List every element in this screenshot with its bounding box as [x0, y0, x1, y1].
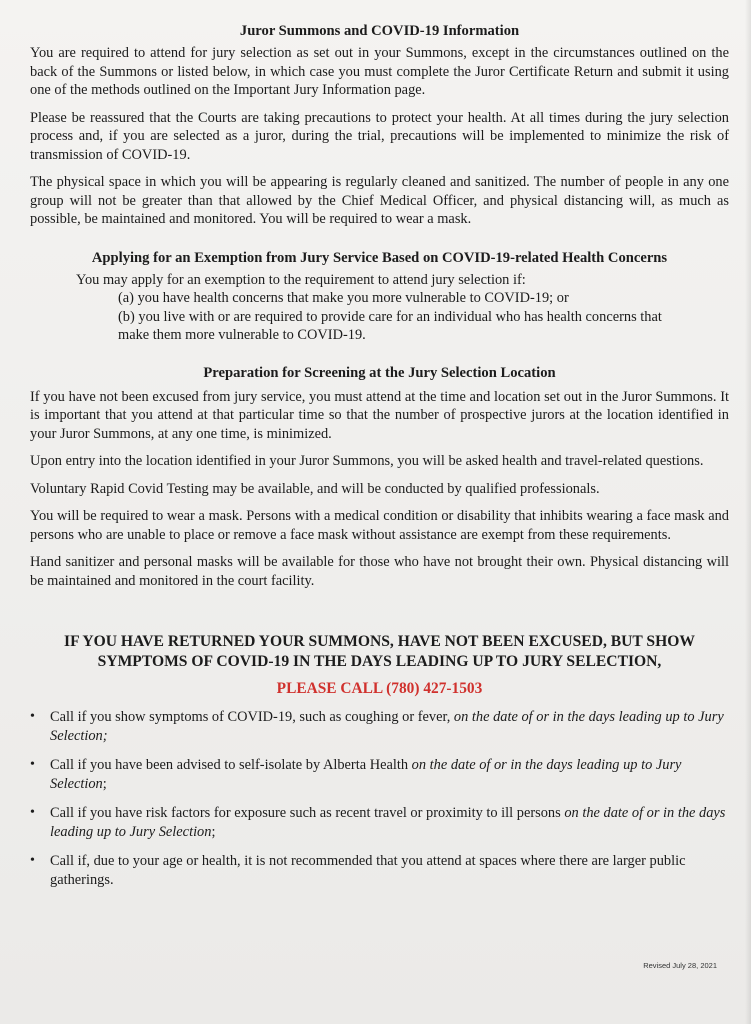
- bullet-text: Call if, due to your age or health, it is not recommended that you attend at spaces where there are larger public gatherings.: [50, 853, 686, 888]
- bullet-icon: •: [30, 853, 35, 868]
- bullet-text: Call if you have been advised to self-isolate by Alberta Health: [50, 757, 412, 773]
- bullet-italic-text: on the date of or in the days leading up to Jury Selection;: [50, 709, 724, 744]
- bullet-italic-text: on the date of or in the days leading up to Jury Selection: [50, 805, 726, 840]
- list-item: [30, 852, 729, 889]
- section-title-exemption: Applying for an Exemption from Jury Service Based on COVID-19-related Health Concerns: [91, 249, 668, 266]
- section-title-juror-summons: Juror Summons and COVID-19 Information: [239, 23, 520, 39]
- revision-date: Revised July 28, 2021: [643, 961, 717, 970]
- paragraph-health-questions: Upon entry into the location identified in your Juror Summons, you will be asked health and travel-related questions.: [30, 453, 704, 469]
- paragraph-attendance-requirement: You are required to attend for jury selection as set out in your Summons, except in the circumstances outlined on the back of the Summons or listed below, in which case you must complete the Juror Certificate Return and submit it using one of the methods outlined on the Important Jury Information page.: [30, 45, 729, 98]
- bullet-tail: ;: [211, 823, 216, 840]
- paragraph-attendance-time: If you have not been excused from jury service, you must attend at the time and location set out in the Juror Summons. It is important that you attend at that particular time so that the number of prospective jurors at the location identified in your Juror Summons, at any one time, is minimized.: [30, 388, 729, 442]
- bullet-text: Call if you have risk factors for exposure such as recent travel or proximity to ill persons: [50, 805, 565, 821]
- bullet-icon: •: [30, 805, 35, 820]
- bullet-icon: •: [30, 757, 35, 772]
- list-item: [30, 804, 729, 841]
- paragraph-sanitizer: Hand sanitizer and personal masks will be available for those who have not brought their own. Physical distancing will be maintained and monitored in the court facility.: [30, 554, 729, 589]
- symptoms-heading-line1: IF YOU HAVE RETURNED YOUR SUMMONS, HAVE NOT BEEN EXCUSED, BUT SHOW: [64, 633, 695, 650]
- bullet-tail: ;: [102, 775, 107, 792]
- list-item: [30, 708, 729, 745]
- paragraph-rapid-testing: Voluntary Rapid Covid Testing may be available, and will be conducted by qualified professionals.: [30, 480, 600, 497]
- symptoms-heading-line2: SYMPTOMS OF COVID-19 IN THE DAYS LEADING UP TO JURY SELECTION,: [97, 653, 662, 670]
- paragraph-physical-space: The physical space in which you will be appearing is regularly cleaned and sanitized. The number of people in any one group will not be greater than that allowed by the Chief Medical Officer, and physical distancing will, as much as possible, be maintained and monitored. You will be required to wear a mask.: [30, 174, 729, 227]
- exemption-item-a: (a) you have health concerns that make you more vulnerable to COVID-19; or: [118, 290, 569, 306]
- bullet-italic-text: on the date of or in the days leading up to Jury Selection: [50, 757, 682, 792]
- list-item: [30, 756, 729, 793]
- phone-callout: PLEASE CALL (780) 427-1503: [276, 680, 483, 697]
- exemption-item-b-line1: (b) you live with or are required to provide care for an individual who has health concerns that: [118, 308, 662, 325]
- exemption-intro: You may apply for an exemption to the requirement to attend jury selection if:: [76, 271, 526, 288]
- symptoms-bullet-list: [30, 708, 729, 889]
- symptoms-heading: [30, 632, 729, 672]
- paragraph-court-precautions: Please be reassured that the Courts are taking precautions to protect your health. At all times during the jury selection process and, if you are selected as a juror, during the trial, precautions will be implemented to minimize the risk of transmission of COVID-19.: [30, 109, 729, 163]
- paragraph-mask-requirement: You will be required to wear a mask. Persons with a medical condition or disability that inhibits wearing a face mask and persons who are unable to place or remove a face mask without assistance are exempt from these requirements.: [30, 508, 729, 543]
- section-title-screening: Preparation for Screening at the Jury Selection Location: [203, 364, 556, 381]
- exemption-item-b-line2: make them more vulnerable to COVID-19.: [118, 327, 366, 343]
- bullet-icon: •: [30, 709, 35, 724]
- bullet-text: Call if you show symptoms of COVID-19, such as coughing or fever,: [50, 709, 454, 725]
